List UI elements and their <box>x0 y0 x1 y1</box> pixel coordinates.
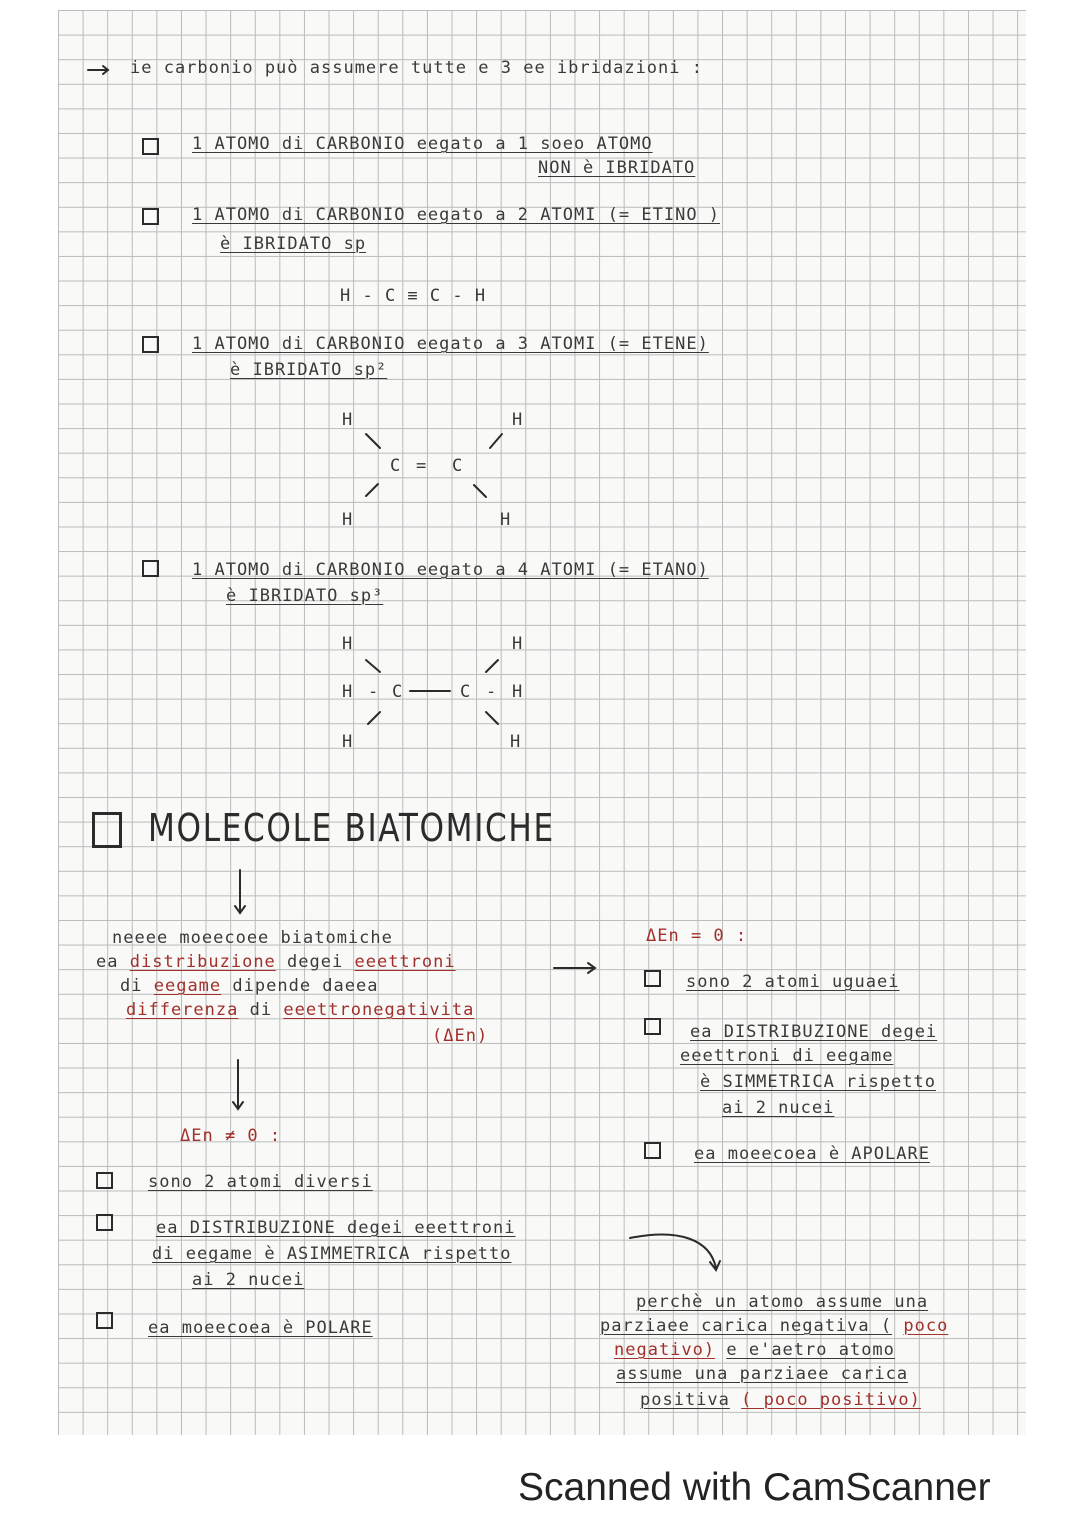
zero-bullet-2c: è SIMMETRICA rispetto <box>700 1072 936 1092</box>
item-2-line2: è IBRIDATO sp <box>220 234 367 254</box>
ethene-h-bottom-left: H <box>342 510 354 530</box>
ethane-bond-left: - <box>368 682 380 702</box>
zero-bullet-1: sono 2 atomi uguaei <box>686 972 900 992</box>
item-1-line1: 1 ATOMO di CARBONIO eegato a 1 soeo ATOMO <box>192 134 653 154</box>
nonzero-bullet-2b: di eegame è ASIMMETRICA rispetto <box>152 1244 512 1264</box>
checkbox-item-2 <box>142 208 159 225</box>
item-3-line2: è IBRIDATO sp² <box>230 360 388 380</box>
ethene-bond-top-left <box>366 434 380 448</box>
checkbox-nonzero-2 <box>96 1214 113 1231</box>
ethane-c-right: C <box>460 682 472 702</box>
intro-block-line1: neeee moeecoee biatomiche <box>112 928 393 948</box>
explanation-line3: negativo) e e'aetro atomo <box>614 1340 895 1360</box>
explanation-line5: positiva ( poco positivo) <box>640 1390 921 1410</box>
ethane-h-top-left: H <box>342 634 354 654</box>
checkbox-item-4 <box>142 560 159 577</box>
curved-arrow-icon <box>630 1235 716 1268</box>
ethene-bond-top-right <box>490 434 502 448</box>
ethane-h-mid-left: H <box>342 682 354 702</box>
ethane-h-bottom-left: H <box>342 732 354 752</box>
scanner-watermark: Scanned with CamScanner <box>518 1466 991 1509</box>
ethene-bond-bottom-right <box>474 485 486 497</box>
intro-block-line3: di eegame dipende daeea <box>120 976 379 996</box>
zero-heading: ΔEn = 0 : <box>646 926 748 946</box>
checkbox-zero-2 <box>644 1018 661 1035</box>
ethane-h-bottom-right: H <box>510 732 522 752</box>
nonzero-bullet-1: sono 2 atomi diversi <box>148 1172 373 1192</box>
section-title: MOLECOLE BIATOMICHE <box>148 806 555 850</box>
ethane-c-left: C <box>392 682 404 702</box>
checkbox-item-3 <box>142 336 159 353</box>
checkbox-zero-3 <box>644 1142 661 1159</box>
ethene-h-top-right: H <box>512 410 524 430</box>
item-1-line2: NON è IBRIDATO <box>538 158 696 178</box>
ethane-bond-bottom-left <box>368 712 380 724</box>
nonzero-bullet-2a: ea DISTRIBUZIONE degei eeettroni <box>156 1218 516 1238</box>
item-2-line1: 1 ATOMO di CARBONIO eegato a 2 ATOMI (= ETINO ) <box>192 205 721 225</box>
item-3-line1: 1 ATOMO di CARBONIO eegato a 3 ATOMI (= ETENE) <box>192 334 709 354</box>
ethene-h-bottom-right: H <box>500 510 512 530</box>
ethane-h-top-right: H <box>512 634 524 654</box>
ethene-h-top-left: H <box>342 410 354 430</box>
ethene-c-left: C <box>390 456 402 476</box>
ethene-double-bond: = <box>416 456 428 476</box>
explanation-line1: perchè un atomo assume una <box>636 1292 929 1312</box>
ethyne-formula: H - C ≡ C - H <box>340 286 487 306</box>
checkbox-item-1 <box>142 138 159 155</box>
zero-bullet-2b: eeettroni di eegame <box>680 1046 894 1066</box>
zero-bullet-3: ea moeecoea è APOLARE <box>694 1144 930 1164</box>
ethane-h-mid-right: H <box>512 682 524 702</box>
checkbox-section-title <box>92 812 122 848</box>
intro-block-line4: differenza di eeettronegativita <box>126 1000 475 1020</box>
nonzero-heading: ΔEn ≠ 0 : <box>180 1126 282 1146</box>
nonzero-bullet-3: ea moeecoea è POLARE <box>148 1318 373 1338</box>
item-4-line2: è IBRIDATO sp³ <box>226 586 384 606</box>
ethane-bond-top-right <box>486 660 498 672</box>
checkbox-zero-1 <box>644 970 661 987</box>
ethane-bond-top-left <box>366 660 380 672</box>
nonzero-bullet-2c: ai 2 nucei <box>192 1270 305 1290</box>
intro-block-line2: ea distribuzione degei eeettroni <box>96 952 456 972</box>
ethane-bond-right: - <box>486 682 498 702</box>
item-4-line1: 1 ATOMO di CARBONIO eegato a 4 ATOMI (= ETANO) <box>192 560 709 580</box>
ethene-c-right: C <box>452 456 464 476</box>
zero-bullet-2d: ai 2 nucei <box>722 1098 835 1118</box>
explanation-line4: assume una parziaee carica <box>616 1364 909 1384</box>
zero-bullet-2a: ea DISTRIBUZIONE degei <box>690 1022 938 1042</box>
explanation-line2: parziaee carica negativa ( poco <box>600 1316 949 1336</box>
checkbox-nonzero-3 <box>96 1312 113 1329</box>
ethene-bond-bottom-left <box>366 484 378 496</box>
ethane-bond-bottom-right <box>486 712 498 724</box>
intro-block-line5: (ΔEn) <box>432 1026 489 1046</box>
checkbox-nonzero-1 <box>96 1172 113 1189</box>
intro-text: ie carbonio può assumere tutte e 3 ee ibridazioni : <box>130 58 703 78</box>
